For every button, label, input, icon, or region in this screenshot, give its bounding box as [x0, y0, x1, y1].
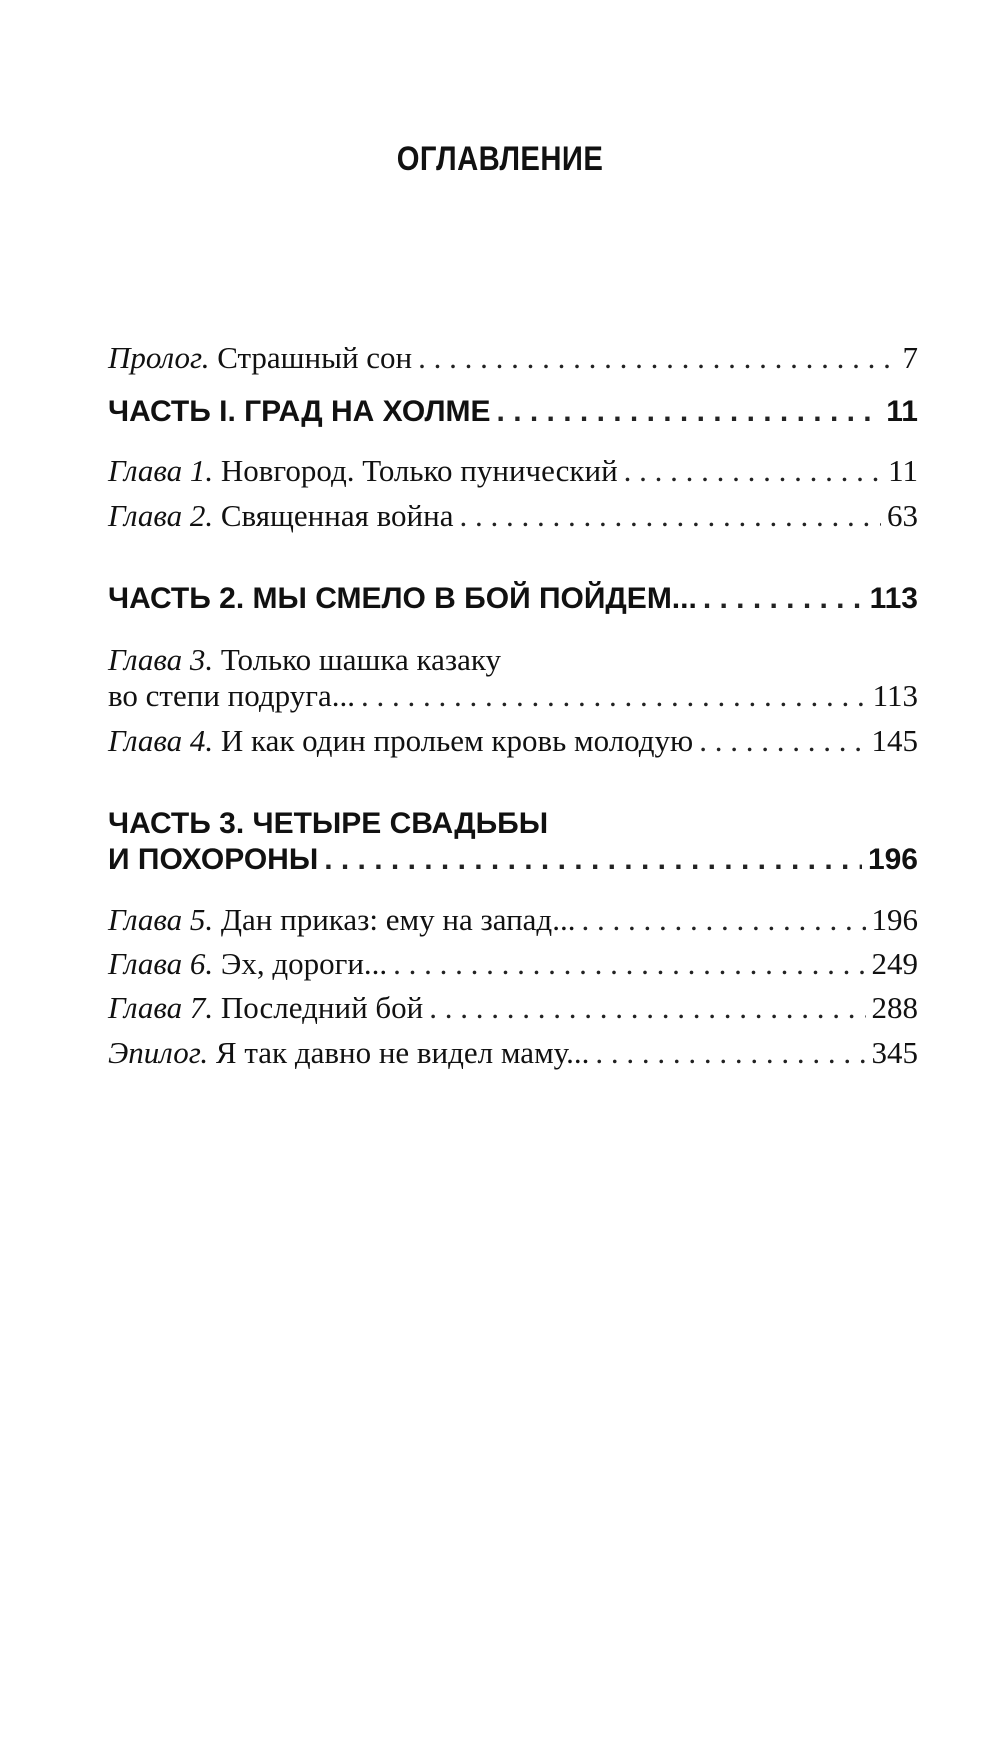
toc-entry-page: 63 — [887, 498, 918, 533]
toc-entry-title: Последний бой — [213, 990, 424, 1025]
toc-part-2[interactable] — [108, 579, 918, 619]
dot-leader — [699, 721, 865, 761]
toc-entry-page: 196 — [871, 902, 918, 937]
toc-part-title: ЧАСТЬ 3. ЧЕТЫРЕ СВАДЬБЫ — [108, 807, 549, 840]
toc-entry-title: И как один прольем кровь молодую — [213, 723, 694, 758]
toc-entry-label — [108, 1033, 589, 1073]
toc-entry-prefix: Глава 2. — [108, 498, 214, 533]
toc-entry-chapter-3-line1[interactable] — [108, 640, 918, 680]
toc-entry-epilogue[interactable] — [108, 1033, 918, 1073]
toc-entry-prefix: Эпилог. — [108, 1035, 209, 1070]
toc-entry-chapter-4[interactable] — [108, 721, 918, 761]
toc-part-page: 11 — [886, 395, 918, 428]
toc-entry-prefix: Пролог. — [108, 340, 210, 375]
dot-leader — [497, 392, 881, 432]
toc-entry-chapter-1[interactable] — [108, 451, 918, 491]
toc-entry-label — [108, 451, 618, 491]
toc-entry-title: Страшный сон — [209, 340, 413, 375]
toc-entry-title: Священная война — [213, 498, 454, 533]
toc-entry-page: 113 — [872, 678, 918, 713]
dot-leader — [581, 900, 865, 940]
toc-entry-page: 7 — [902, 340, 918, 375]
toc-entry-prefix: Глава 3. — [108, 642, 214, 677]
toc-entry-label — [108, 988, 423, 1028]
toc-entry-chapter-2[interactable] — [108, 496, 918, 536]
toc-entry-title: Эх, дороги... — [213, 946, 388, 981]
toc-part-title: ЧАСТЬ I. ГРАД НА ХОЛМЕ — [108, 395, 491, 428]
toc-part-1[interactable] — [108, 392, 918, 432]
toc-part-3-line2[interactable] — [108, 840, 918, 880]
toc-entry-page: 145 — [871, 723, 918, 758]
toc-entry-label — [108, 944, 387, 984]
toc-entry-prefix: Глава 7. — [108, 990, 214, 1025]
toc-entry-chapter-7[interactable] — [108, 988, 918, 1028]
toc-entry-prologue[interactable] — [108, 338, 918, 378]
toc-entry-prefix: Глава 6. — [108, 946, 214, 981]
dot-leader — [361, 676, 867, 716]
toc-entry-page: 345 — [871, 1035, 918, 1070]
dot-leader — [703, 579, 864, 619]
toc-entry-page: 249 — [871, 946, 918, 981]
toc-part-page: 113 — [869, 582, 918, 615]
toc-entry-page: 11 — [888, 453, 918, 488]
toc-entry-prefix: Глава 1. — [108, 453, 214, 488]
toc-entry-label — [108, 900, 575, 940]
dot-leader — [418, 338, 896, 378]
toc-part-title: ЧАСТЬ 2. МЫ СМЕЛО В БОЙ ПОЙДЕМ... — [108, 582, 697, 615]
dot-leader — [393, 944, 865, 984]
toc-entry-prefix: Глава 4. — [108, 723, 214, 758]
toc-part-3-line1[interactable] — [108, 804, 918, 844]
dot-leader — [595, 1033, 865, 1073]
toc-part-title-continued: И ПОХОРОНЫ — [108, 843, 319, 876]
toc-entry-chapter-5[interactable] — [108, 900, 918, 940]
toc-entry-title: Только шашка казаку — [213, 642, 501, 677]
toc-entry-label — [108, 721, 693, 761]
toc-entry-prefix: Глава 5. — [108, 902, 214, 937]
toc-part-page: 196 — [867, 843, 918, 876]
dot-leader — [429, 988, 865, 1028]
toc-entry-title-continued: во степи подруга... — [108, 678, 355, 713]
dot-leader — [459, 496, 881, 536]
dot-leader — [624, 451, 882, 491]
toc-entry-label — [108, 496, 453, 536]
toc-entry-title: Новгород. Только пунический — [213, 453, 618, 488]
dot-leader — [324, 840, 862, 880]
page-title: ОГЛАВЛЕНИЕ — [396, 140, 604, 178]
toc-entry-title: Дан приказ: ему на запад... — [213, 902, 576, 937]
toc-entry-chapter-3-line2[interactable] — [108, 676, 918, 716]
toc-entry-label — [108, 338, 412, 378]
toc-entry-page: 288 — [871, 990, 918, 1025]
toc-entry-title: Я так давно не видел маму... — [208, 1035, 590, 1070]
toc-entry-chapter-6[interactable] — [108, 944, 918, 984]
